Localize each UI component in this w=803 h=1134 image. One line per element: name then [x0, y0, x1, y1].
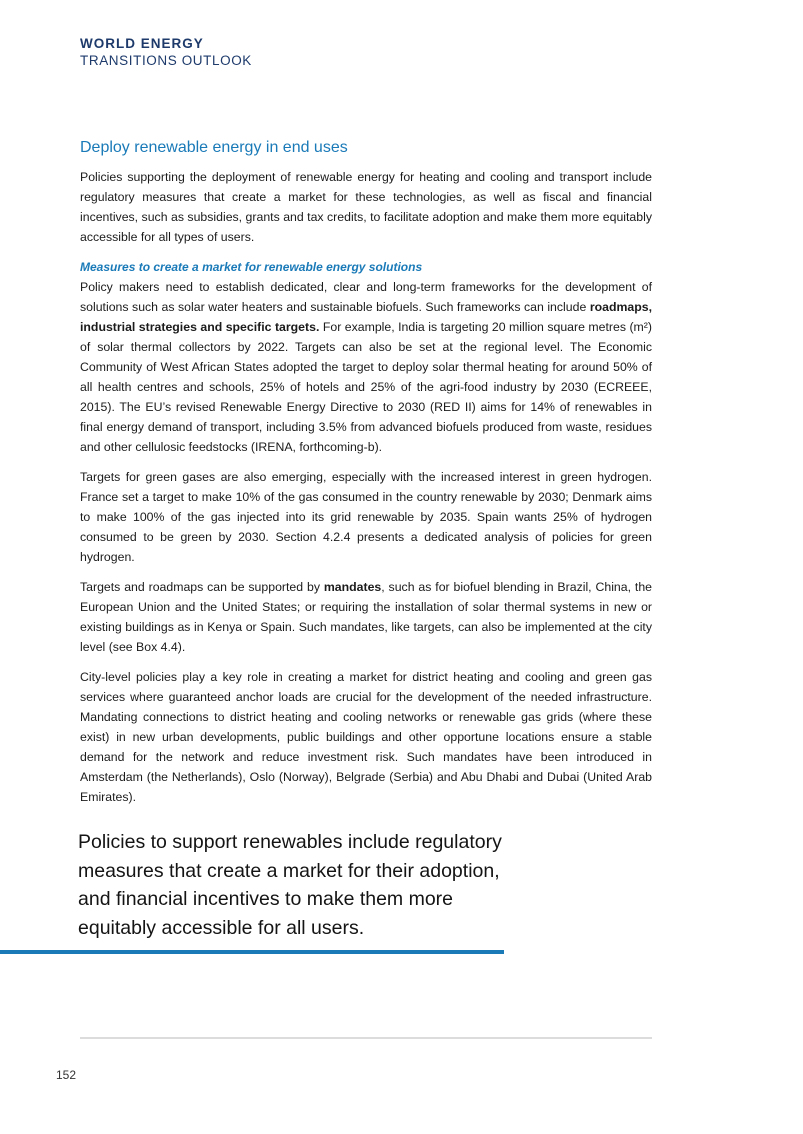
main-content [80, 137, 652, 817]
report-header [80, 36, 252, 69]
pull-quote-text: Policies to support renewables include regulatory measures that create a market for their adoption, and financial incentives to make them more equitably accessible for all users. [78, 831, 502, 939]
paragraph-text: Targets and roadmaps can be supported by [80, 580, 324, 594]
pull-quote-underline [0, 950, 504, 954]
paragraph-text: Policy makers need to establish dedicated, clear and long-term frameworks for the development of solutions such as solar water heaters and sustainable biofuels. Such frameworks can include [80, 280, 652, 314]
paragraph-text: , such as for biofuel blending in Brazil, China, the European Union and the United States; or requiring the installation of solar thermal systems in new or existing buildings as in Kenya or Spain. Such mandates, like targets, can also be implemented at the city level (see Box 4.4). [80, 580, 652, 654]
intro-paragraph: Policies supporting the deployment of renewable energy for heating and cooling and transport include regulatory measures that create a market for these technologies, as well as fiscal and financial incentives, such as subsidies, grants and tax credits, to facilitate adoption and make them more equitably accessible for all types of users. [80, 170, 652, 244]
report-title-line1: WORLD ENERGY [80, 36, 204, 51]
bold-phrase: roadmaps, industrial strategies and specific targets. [80, 300, 652, 334]
footer-divider [80, 1037, 652, 1039]
page-number: 152 [56, 1068, 77, 1082]
paragraph-city-level: City-level policies play a key role in creating a market for district heating and cooling and green gas services where guaranteed anchor loads are crucial for the development of the needed infrastructure. Mandating connections to district heating and cooling networks or renewable gas grids (where these exist) in new urban developments, public buildings and other opportune locations ensure a stable demand for the network and reduce investment risk. Such mandates have been introduced in Amsterdam (the Netherlands), Oslo (Norway), Belgrade (Serbia) and Abu Dhabi and Dubai (United Arab Emirates). [80, 670, 652, 804]
bold-phrase: mandates [323, 580, 382, 594]
paragraph-frameworks [80, 277, 652, 457]
report-title-line2: TRANSITIONS OUTLOOK [80, 53, 252, 68]
pull-quote [78, 828, 518, 942]
paragraph-mandates [80, 577, 652, 657]
subheading: Measures to create a market for renewable energy solutions [80, 260, 423, 274]
paragraph-green-gases: Targets for green gases are also emerging, especially with the increased interest in green hydrogen. France set a target to make 10% of the gas consumed in the country renewable by 2030; Denmark aims to make 100% of the gas injected into its grid renewable by 2035. Spain wants 25% of hydrogen consumed to be green by 2030. Section 4.2.4 presents a dedicated analysis of policies for green hydrogen. [80, 470, 652, 564]
section-title: Deploy renewable energy in end uses [80, 139, 348, 156]
paragraph-text: For example, India is targeting 20 million square metres (m²) of solar thermal collectors by 2022. Targets can also be set at the regional level. The Economic Community of West African States adopted the target to deploy solar thermal heating for around 50% of all health centres and schools, 25% of hotels and 25% of the agri-food industry by 2030 (ECREEE, 2015). The EU’s revised Renewable Energy Directive to 2030 (RED II) aims for 14% of renewables in final energy demand of transport, including 3.5% from advanced biofuels produced from waste, residues and other cellulosic feedstocks (IRENA, forthcoming-b). [80, 320, 652, 454]
